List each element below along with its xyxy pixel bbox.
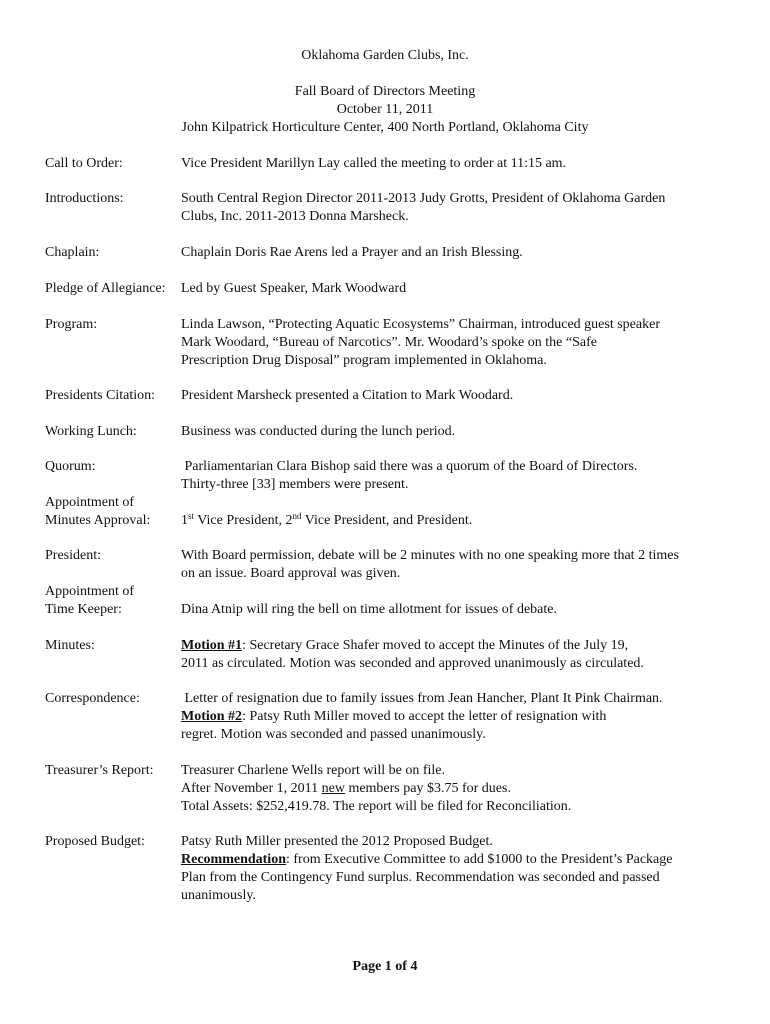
section-label: Minutes: [45,638,95,653]
text-part: Vice President, and President. [301,513,473,528]
section-label: Quorum: [45,459,96,474]
section-text: Dina Atnip will ring the bell on time allotment for issues of debate. [181,602,557,617]
section-label: Working Lunch: [45,424,137,439]
section-label: Introductions: [45,191,124,206]
section-text: South Central Region Director 2011-2013 Judy Grotts, President of Oklahoma Garden [181,191,666,206]
section-text: Linda Lawson, “Protecting Aquatic Ecosystems” Chairman, introduced guest speaker [181,317,660,332]
section-text: Letter of resignation due to family issues from Jean Hancher, Plant It Pink Chairman. [181,691,663,706]
section-text: Thirty-three [33] members were present. [181,477,409,492]
section-label-line1: Appointment of [45,584,135,599]
motion-2-label: Motion #2 [181,709,243,724]
text-part: Vice President, 2 [194,513,293,528]
section-label: Treasurer’s Report: [45,763,154,778]
section-text: Clubs, Inc. 2011-2013 Donna Marsheck. [181,209,409,224]
section-label: Chaplain: [45,245,100,260]
text-part: members pay $3.75 for dues. [344,781,511,796]
text-part: : from Executive Committee to add $1000 to the President’s Package [286,852,673,867]
section-label: Call to Order: [45,156,123,171]
text-part: : Secretary Grace Shafer moved to accept the Minutes of the July 19, [242,638,629,653]
section-label: Correspondence: [45,691,140,706]
section-text [181,780,741,798]
section-text: on an issue. Board approval was given. [181,566,401,581]
section-text: Treasurer Charlene Wells report will be on file. [181,763,446,778]
section-label-line2: Time Keeper: [45,602,122,617]
recommendation-label: Recommendation [181,852,286,867]
section-label: Presidents Citation: [45,388,156,403]
section-text [181,708,741,726]
ordinal-1: 1 [181,513,188,528]
section-text: Patsy Ruth Miller presented the 2012 Proposed Budget. [181,834,493,849]
text-part: : Patsy Ruth Miller moved to accept the letter of resignation with [242,709,607,724]
ordinal-suffix-nd: nd [292,511,302,521]
section-text: Parliamentarian Clara Bishop said there was a quorum of the Board of Directors. [181,459,638,474]
section-text [181,851,741,869]
meeting-title: Fall Board of Directors Meeting [294,84,476,99]
section-label: Program: [45,317,98,332]
section-text: Chaplain Doris Rae Arens led a Prayer and an Irish Blessing. [181,245,523,260]
meeting-date: October 11, 2011 [336,102,434,117]
section-text [181,637,741,655]
section-text: unanimously. [181,888,256,903]
section-label-line2: Minutes Approval: [45,513,151,528]
section-label: Proposed Budget: [45,834,145,849]
section-text: Led by Guest Speaker, Mark Woodward [181,281,407,296]
section-text: President Marsheck presented a Citation to Mark Woodard. [181,388,514,403]
section-text: Mark Woodard, “Bureau of Narcotics”. Mr. Woodard’s spoke on the “Safe [181,335,597,350]
ordinal-suffix-st: st [188,511,195,521]
new-underlined: new [321,781,345,796]
motion-1-label: Motion #1 [181,638,243,653]
section-text: Total Assets: $252,419.78. The report will be filed for Reconciliation. [181,799,572,814]
section-label-line1: Appointment of [45,495,135,510]
meeting-location: John Kilpatrick Horticulture Center, 400 North Portland, Oklahoma City [181,120,589,135]
section-text: regret. Motion was seconded and passed unanimously. [181,727,486,742]
section-text: 2011 as circulated. Motion was seconded and approved unanimously as circulated. [181,656,644,671]
section-text: Vice President Marillyn Lay called the meeting to order at 11:15 am. [181,156,567,171]
org-title: Oklahoma Garden Clubs, Inc. [301,48,469,63]
text-part: After November 1, 2011 [181,781,322,796]
page-number: Page 1 of 4 [352,959,418,974]
section-text: Prescription Drug Disposal” program implemented in Oklahoma. [181,353,547,368]
section-text [181,512,741,530]
section-label: Pledge of Allegiance: [45,281,166,296]
section-text: Business was conducted during the lunch period. [181,424,456,439]
section-text: Plan from the Contingency Fund surplus. Recommendation was seconded and passed [181,870,660,885]
section-text: With Board permission, debate will be 2 minutes with no one speaking more that 2 times [181,548,679,563]
section-label: President: [45,548,101,563]
